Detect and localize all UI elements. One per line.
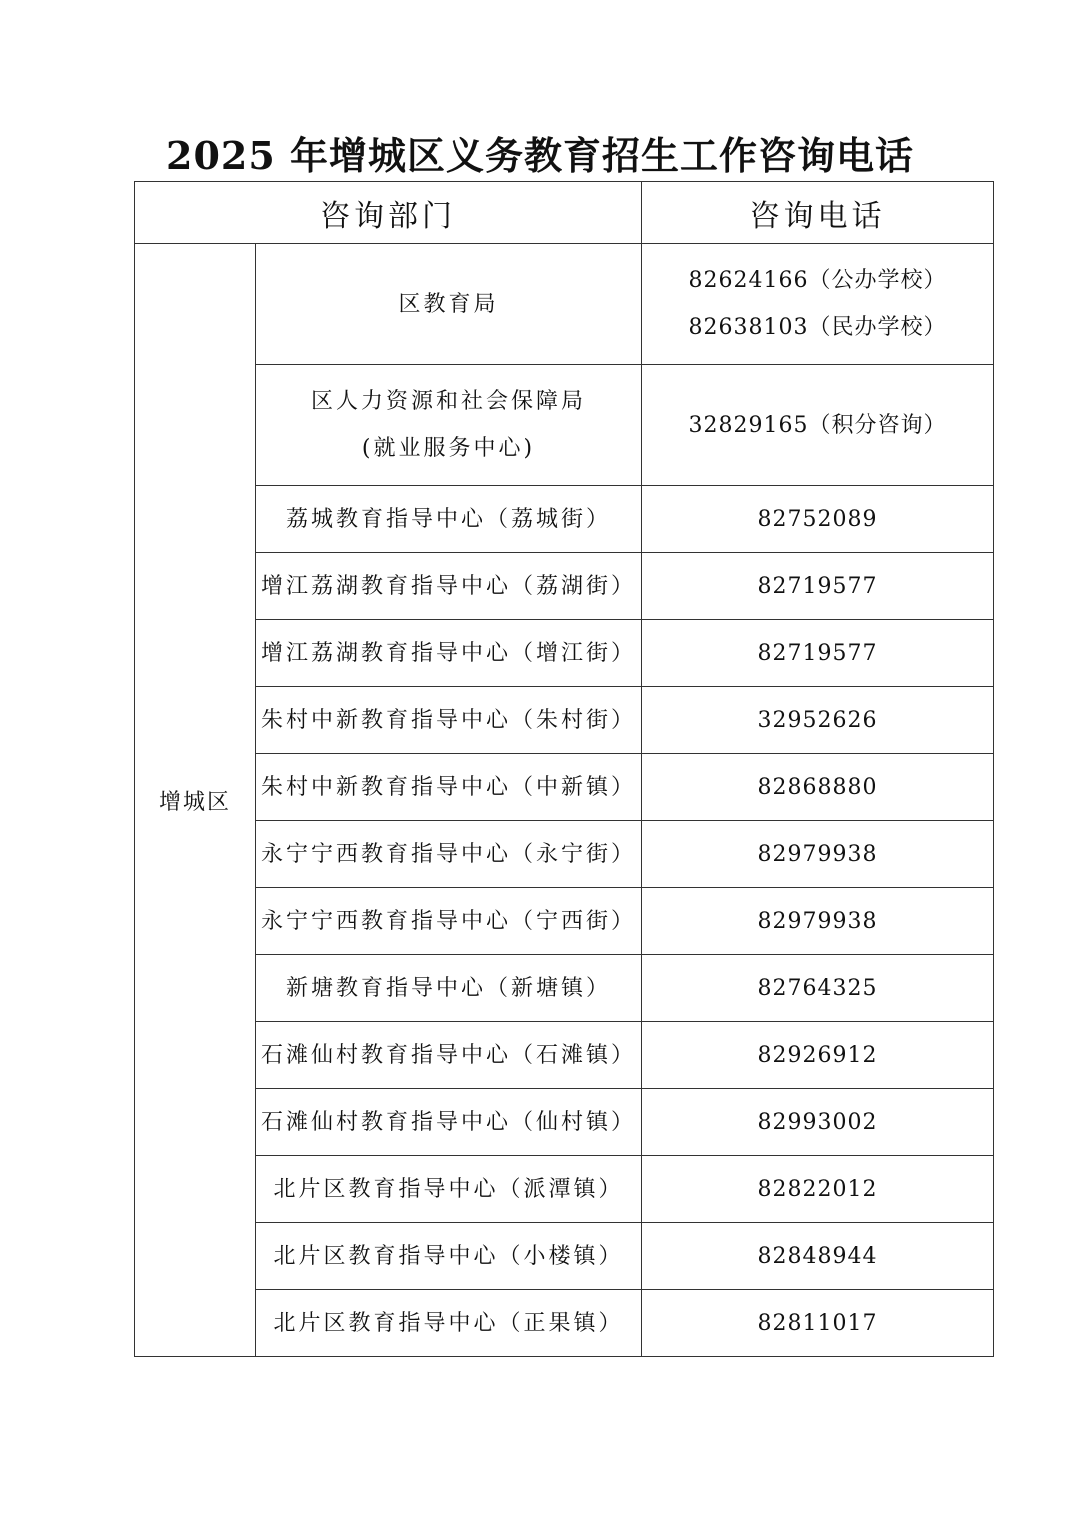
department-cell: 增江荔湖教育指导中心（荔湖街）: [256, 553, 642, 620]
phone-cell: 82719577: [642, 553, 994, 620]
table-row: [135, 888, 994, 955]
department-cell: 朱村中新教育指导中心（中新镇）: [256, 754, 642, 821]
phone-cell: 82979938: [642, 821, 994, 888]
phone-number: 82624166（公办学校）: [688, 268, 947, 293]
department-cell: 北片区教育指导中心（正果镇）: [256, 1290, 642, 1357]
department-column-header: 咨询部门: [135, 182, 642, 244]
district-cell: 增城区: [135, 244, 256, 1357]
phone-number: 82638103（民办学校）: [688, 315, 947, 340]
phone-cell: 82764325: [642, 955, 994, 1022]
table-row: [135, 486, 994, 553]
department-cell: 荔城教育指导中心（荔城街）: [256, 486, 642, 553]
table-row: [135, 1089, 994, 1156]
table-row: [135, 1156, 994, 1223]
department-cell: 石滩仙村教育指导中心（石滩镇）: [256, 1022, 642, 1089]
phone-cell: 82979938: [642, 888, 994, 955]
phone-number: 32829165（积分咨询）: [688, 412, 947, 438]
department-cell: 北片区教育指导中心（小楼镇）: [256, 1223, 642, 1290]
table-row: [135, 821, 994, 888]
phone-cell: 32952626: [642, 687, 994, 754]
department-cell: 新塘教育指导中心（新塘镇）: [256, 955, 642, 1022]
table-row: [135, 955, 994, 1022]
department-cell: 北片区教育指导中心（派潭镇）: [256, 1156, 642, 1223]
department-cell: 增江荔湖教育指导中心（增江街）: [256, 620, 642, 687]
table-row: [135, 1022, 994, 1089]
department-cell: [256, 365, 642, 486]
phone-cell: 82848944: [642, 1223, 994, 1290]
phone-column-header: 咨询电话: [642, 182, 994, 244]
contacts-table: [134, 181, 994, 1357]
phone-cell: 82926912: [642, 1022, 994, 1089]
table-row: [135, 687, 994, 754]
phone-cell: 82993002: [642, 1089, 994, 1156]
phone-cell: 82719577: [642, 620, 994, 687]
table-row: [135, 365, 994, 486]
table-row: [135, 1223, 994, 1290]
table-row: [135, 553, 994, 620]
department-cell: 朱村中新教育指导中心（朱村街）: [256, 687, 642, 754]
table-row: [135, 620, 994, 687]
page-title: 2025 年增城区义务教育招生工作咨询电话: [166, 133, 914, 178]
phone-cell: 82752089: [642, 486, 994, 553]
phone-cell: [642, 365, 994, 486]
phone-cell: 82811017: [642, 1290, 994, 1357]
phone-cell: [642, 244, 994, 365]
table-row: [135, 244, 994, 365]
table-row: [135, 1290, 994, 1357]
department-name: 区人力资源和社会保障局: [310, 389, 586, 414]
department-cell: [256, 244, 642, 365]
table-row: [135, 754, 994, 821]
department-cell: 永宁宁西教育指导中心（宁西街）: [256, 888, 642, 955]
department-subname: (就业服务中心): [361, 436, 536, 461]
phone-cell: 82822012: [642, 1156, 994, 1223]
department-cell: 石滩仙村教育指导中心（仙村镇）: [256, 1089, 642, 1156]
department-name: 区教育局: [398, 291, 499, 317]
phone-cell: 82868880: [642, 754, 994, 821]
department-cell: 永宁宁西教育指导中心（永宁街）: [256, 821, 642, 888]
